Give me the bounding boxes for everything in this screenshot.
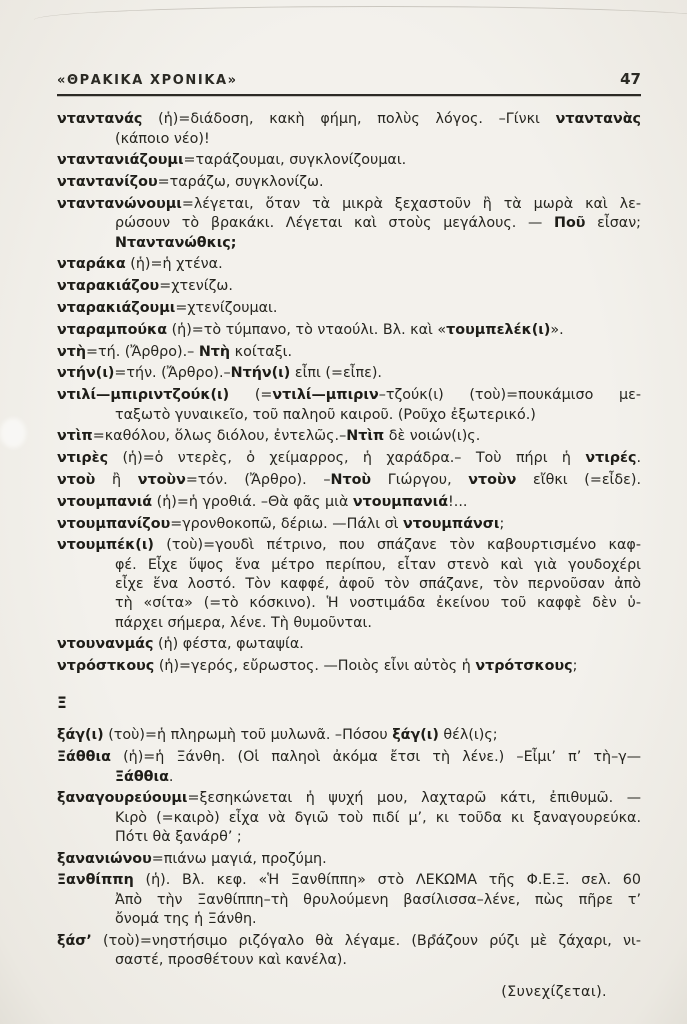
dialect-word-bold: Ξανθίππη [57,872,134,889]
definition-text: =τόν. (Ἄρθρο). – [185,471,331,488]
definition-text: =λέγεται, ὅταν τὰ μικρὰ ξεχαστοῦν ἢ τὰ μωρὰ καὶ λε- [181,196,641,213]
dialect-word-bold: νταραμπούκα [57,321,168,338]
definition-text: !... [448,493,468,510]
scan-artifact-curve [34,6,687,41]
definition-text: –τζούκ(ι) (τοὺ)=πουκάμισο με- [378,387,641,404]
definition-text: =χτενίζουμαι. [175,300,278,317]
dictionary-entry [57,110,641,149]
dictionary-entry [57,173,641,192]
definition-text: (ἡ) φέστα, φωταψία. [153,636,304,653]
dialect-word-bold: Ντὴ [198,343,231,360]
definition-text: (ἡ)=διάδοση, κακὴ φήμη, πολὺς λόγος. –Γίνκι [142,111,556,128]
dictionary-entry [57,321,641,340]
definition-text: (ἡ)=ὁ ντερὲς, ὁ χείμαρρος, ἡ χαράδρα.– Τοὺ πήρι ἡ [108,450,586,467]
entry-first-line [57,299,641,318]
dialect-word-bold: νταρακιάζουμι [57,300,176,317]
definition-text: =χτενίζω. [159,278,233,295]
dialect-word-bold: ντοὺν [137,471,186,488]
definition-text: (κάποιο νέο)! [115,130,210,147]
definition-text: =πιάνω μαγιά, προζύμη. [151,850,327,867]
dictionary-entry [57,515,641,534]
dictionary-entry [57,493,641,512]
dictionary-entry [57,932,641,971]
entry-first-line [57,277,641,296]
definition-text: κοίταξι. [230,343,293,360]
dictionary-entries-xi [57,726,641,970]
entry-first-line [57,932,641,951]
definition-text: ταξωτὸ γυναικεῖο, τοῦ παληοῦ καιροῦ. (Ροῦχο ἐξωτερικό.) [115,406,536,423]
entry-continuation-line [115,828,641,847]
dialect-word-bold: ντὴ [57,343,87,360]
definition-text: εἶπι (=εἶπε). [290,365,382,382]
definition-text: (ἡ). Βλ. κεφ. «Ἡ Ξανθίππη» στὸ ΛΕΚΩΜΑ τῆς Φ.Ε.Ξ. σελ. 60 [133,872,641,889]
definition-text: (ἡ)=ἡ γροθιά. –Θὰ φᾶς μιὰ [152,493,353,510]
entry-continuation-line [115,891,641,910]
entry-first-line [57,726,641,745]
dictionary-entry [57,789,641,847]
dialect-word-bold: ντουμπάνσι [403,515,500,532]
definition-text: Πότι θὰ ξανάρθ’ ; [115,828,242,845]
definition-text: Ἀπὸ τὴν Ξανθίππη–τὴ θρυλούμενη βασίλισσα–λένε, πὼς πῆρε τ’ [115,891,641,908]
dictionary-entry [57,471,641,490]
definition-text: (τοὺ)=γουδὶ πέτρινο, που σπάζανε τὸν καβουρτισμένο καφ- [153,537,641,554]
entry-continuation-line [115,768,641,787]
entry-first-line [57,850,641,869]
dictionary-entry [57,748,641,787]
dictionary-entry [57,871,641,929]
definition-text: φέ. Εἶχε ὕψος ἕνα μέτρο περίπου, εἶταν στενὸ καὶ γιὰ γουδοχέρι [115,556,641,573]
definition-text: εἴθκι (=εἶδε). [516,471,641,488]
page-number: 47 [620,70,641,88]
dictionary-entry [57,299,641,318]
definition-text: =τή. (Ἄρθρο).– [86,343,199,360]
definition-text: =ξεσηκώνεται ἡ ψυχή μου, λαχταρῶ κάτι, ἐπιθυμῶ. — [187,790,641,807]
dialect-word-bold: Ποῦ [554,215,586,232]
continuation-note: (Συνεχίζεται). [501,984,607,1001]
entry-first-line [57,871,641,890]
entry-continuation-line [115,130,641,149]
definition-text: σαστέ, προσθέτουν καὶ κανέλα). [115,952,347,969]
dialect-word-bold: τουμπελέκ(ι) [446,321,551,338]
dialect-word-bold: Ντήν(ι) [230,365,291,382]
entry-first-line [57,110,641,129]
dialect-word-bold: ντρότσκους [475,658,573,675]
entry-first-line [57,635,641,654]
dialect-word-bold: ξανανιώνου [57,850,152,867]
dialect-word-bold: νταράκα [57,256,126,273]
definition-text: ἢ [95,471,138,488]
entry-first-line [57,364,641,383]
definition-text: ρώσουν τὸ βρακάκι. Λέγεται καὶ στοὺς μεγάλους. — [115,215,554,232]
definition-text: =ταράζουμαι, συγκλονίζουμαι. [183,152,407,169]
entry-continuation-line [115,809,641,828]
entry-first-line [57,515,641,534]
definition-text: =ταράζω, συγκλονίζω. [157,174,324,191]
dictionary-entry [57,151,641,170]
definition-text: εἶχε ἕνα λοστό. Τὸν καφφέ, ἀφοῦ τὸν σπάζανε, τὸν περνοῦσαν ἀπὸ [115,575,641,592]
dialect-word-bold: ντοὺ [57,471,96,488]
page-content [57,70,641,1000]
entry-continuation-line [115,910,641,929]
definition-text: θέλ(ι)ς; [438,727,498,744]
dictionary-entries-nt [57,110,641,676]
dictionary-entry [57,364,641,383]
entry-first-line [57,536,641,555]
dialect-word-bold: ντουμπέκ(ι) [57,537,154,554]
definition-text: δὲ νοιών(ι)ς. [384,428,481,445]
dialect-word-bold: ξάγ(ι) [57,727,104,744]
entry-continuation-line [115,951,641,970]
entry-first-line [57,343,641,362]
dialect-word-bold: νταντανίζου [57,174,158,191]
dialect-word-bold: ντουνανμάς [57,636,154,653]
dialect-word-bold: ντιρές [585,450,637,467]
entry-continuation-line [115,214,641,233]
definition-text: (τοὺ)=ἡ πληρωμὴ τοῦ μυλωνᾶ. –Πόσου [103,727,393,744]
dialect-word-bold: Ξάθθια [115,768,169,785]
dialect-word-bold: ντιλί—μπιριν [272,387,379,404]
journal-title: «ΘΡΑΚΙΚΑ ΧΡΟΝΙΚΑ» [57,73,238,88]
dictionary-entry [57,726,641,745]
dialect-word-bold: ντὶπ [57,428,93,445]
entry-first-line [57,471,641,490]
entry-continuation-line [115,594,641,613]
definition-text: (ἡ)=ἡ χτένα. [125,256,223,273]
definition-text: Κιρὸ (=καιρὸ) εἶχα νὰ δγιῶ τοὺ πιδί μ’, κι τοῦδα κι ξαναγουρεύκα. [115,809,641,826]
definition-text: =γρονθοκοπῶ, δέριω. —Πάλι σὶ [170,515,404,532]
definition-text: =τήν. (Ἄρθρο).– [114,365,231,382]
definition-text: . [168,768,174,785]
dialect-word-bold: ντουμπανιά [57,493,153,510]
dialect-word-bold: νταντανώνουμι [57,196,182,213]
dialect-word-bold: Ντὶπ [346,428,385,445]
entry-continuation-line [115,614,641,633]
dialect-word-bold: νταντανὰς [555,111,641,128]
dialect-word-bold: ντιρὲς [57,450,109,467]
page-header [57,70,641,88]
entry-first-line [57,789,641,808]
entry-first-line [57,449,641,468]
entry-continuation-line [115,406,641,425]
dictionary-entry [57,195,641,253]
dictionary-entry [57,277,641,296]
dictionary-entry [57,255,641,274]
header-rule [57,94,641,96]
entry-first-line [57,255,641,274]
definition-text: . [636,450,641,467]
entry-first-line [57,195,641,214]
dialect-word-bold: ντουμπανιά [352,493,449,510]
section-letter-xi: Ξ [57,694,67,713]
dialect-word-bold: Ντοὺ [330,471,372,488]
dialect-word-bold: ντιλί—μπιριντζούκ(ι) [57,387,230,404]
dialect-word-bold: Ξάθθια [57,749,111,766]
dialect-word-bold: ξάσ’ [57,932,92,949]
definition-text: (= [229,387,273,404]
definition-text: =καθόλου, ὅλως διόλου, ἐντελῶς.– [92,428,347,445]
dialect-word-bold: νταρακιάζου [57,278,160,295]
dialect-word-bold: ξαναγουρεύουμι [57,790,188,807]
definition-text: (τοὺ)=νηστήσιμο ριζόγαλο θὰ λέγαμε. (Βράζουν ρύζι μὲ ζάχαρι, νι- [91,932,641,949]
dialect-word-bold: ντοὺν [468,471,517,488]
entry-continuation-line [115,556,641,575]
definition-text: πάρχει σήμερα, λένε. Τὴ θυμοῦνται. [115,614,372,631]
entry-first-line [57,657,641,676]
dictionary-entry [57,386,641,425]
definition-text: εἶσαν; [585,215,641,232]
dialect-word-bold: ντήν(ι) [57,365,115,382]
dictionary-entry [57,657,641,676]
definition-text: ; [572,658,578,675]
dialect-word-bold: νταντανιάζουμι [57,152,184,169]
dictionary-entry [57,427,641,446]
entry-continuation-line [115,575,641,594]
dialect-word-bold: νταντανάς [57,111,143,128]
entry-continuation-line [115,234,641,253]
dictionary-entry [57,635,641,654]
entry-first-line [57,321,641,340]
dialect-word-bold: ντρόστκους [57,658,155,675]
definition-text: (ἡ)=γερός, εὔρωστος. —Ποιὸς εἶνι αὐτὸς ἡ [154,658,476,675]
dialect-word-bold: ξάγ(ι) [392,727,439,744]
entry-first-line [57,151,641,170]
definition-text: ». [550,321,564,338]
dictionary-entry [57,343,641,362]
dictionary-entry [57,536,641,632]
entry-first-line [57,386,641,405]
definition-text: (ἡ)=ἡ Ξάνθη. (Οἱ παληοὶ ἀκόμα ἔτσι τὴ λένε.) –Εἶμι’ π’ τὴ–γ— [110,749,641,766]
entry-first-line [57,493,641,512]
scan-artifact-smudge [0,418,26,448]
entry-first-line [57,427,641,446]
entry-first-line [57,748,641,767]
dialect-word-bold: Νταντανώθκις; [115,234,237,251]
definition-text: τὴ «σίτα» (=τὸ κόσκινο). Ἡ νοστιμάδα ἐκείνου τοῦ καφφὲ δὲν ὑ- [115,595,641,612]
dictionary-entry [57,850,641,869]
definition-text: ὄνομά της ἡ Ξάνθη. [115,911,257,928]
dialect-word-bold: ντουμπανίζου [57,515,171,532]
definition-text: (ἡ)=τὸ τύμπανο, τὸ νταούλι. Βλ. καὶ « [167,321,447,338]
dictionary-entry [57,449,641,468]
entry-first-line [57,173,641,192]
definition-text: Γιώργου, [371,471,469,488]
definition-text: ; [499,515,505,532]
